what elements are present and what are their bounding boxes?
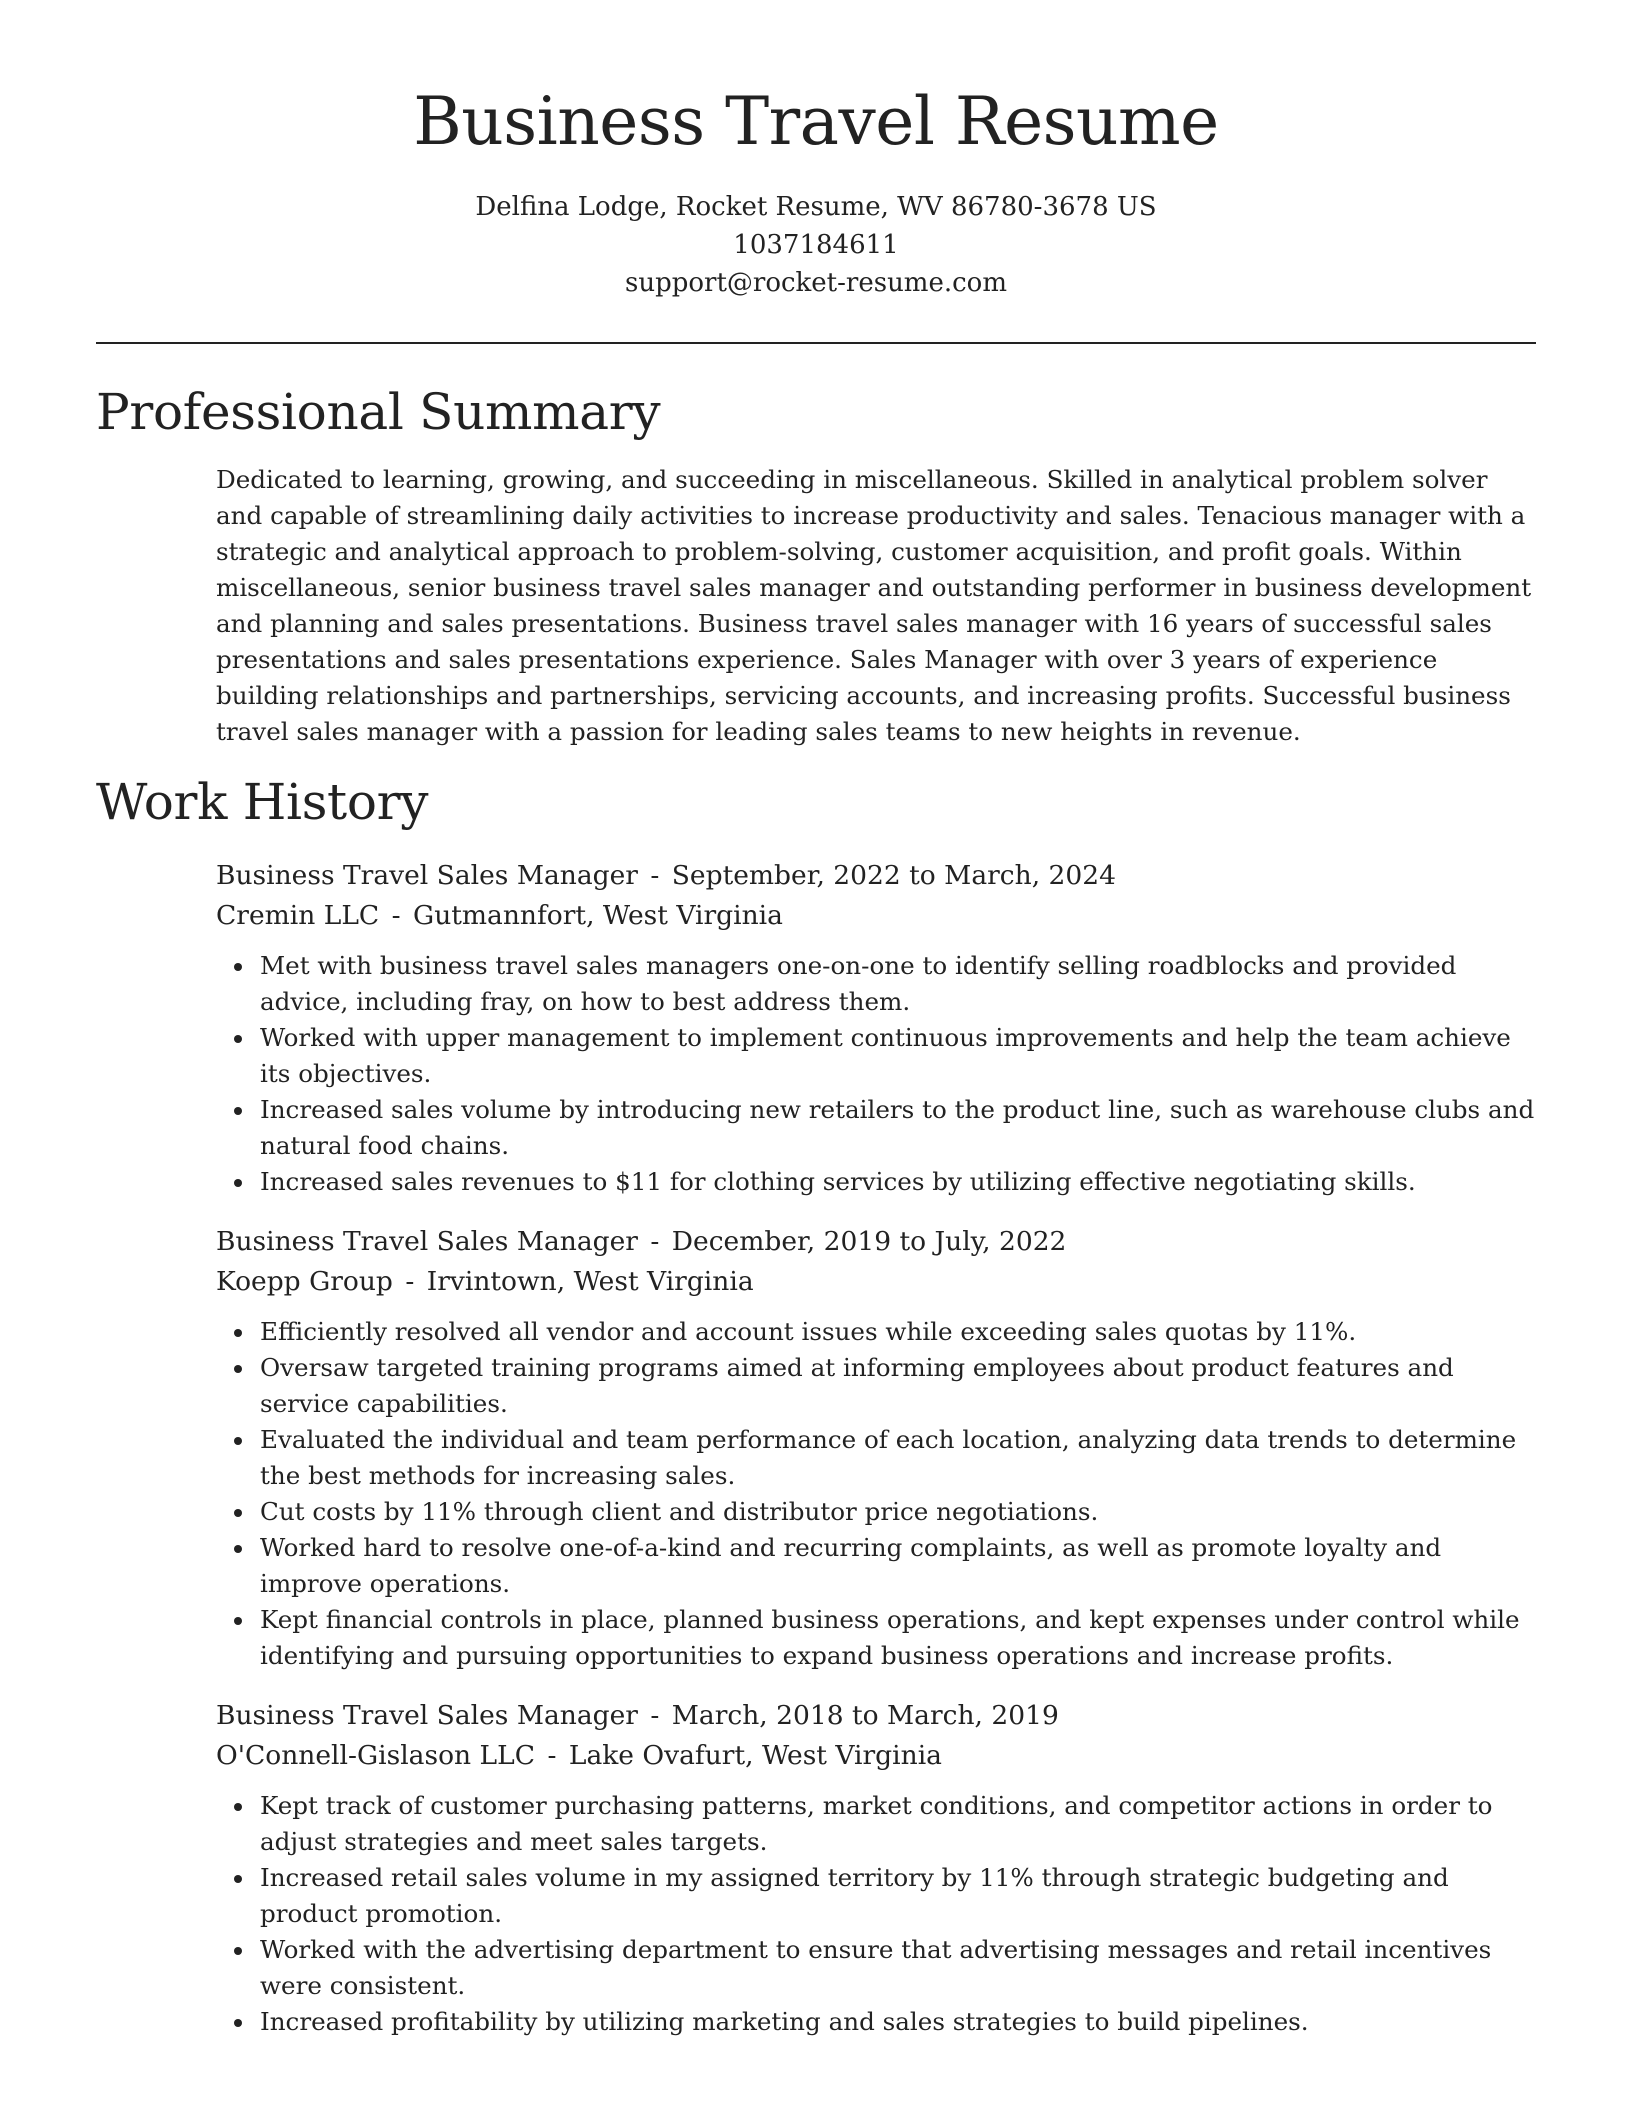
job-title-line <box>216 1696 1538 1736</box>
job-bullet: Worked with the advertising department to ensure that advertising messages and retail incentives were consistent. <box>260 1932 1538 2004</box>
job-bullet: Efficiently resolved all vendor and account issues while exceeding sales quotas by 11%. <box>260 1314 1538 1350</box>
job-role: Business Travel Sales Manager <box>216 1226 638 1257</box>
job-bullet: Increased profitability by utilizing marketing and sales strategies to build pipelines. <box>260 2004 1538 2040</box>
contact-phone: 1037184611 <box>733 230 899 260</box>
job-location: Lake Ovafurt, West Virginia <box>568 1740 942 1771</box>
section-title-work-history: Work History <box>96 773 429 831</box>
job-bullet: Increased sales volume by introducing new retailers to the product line, such as warehouse clubs and natural food chains. <box>260 1092 1538 1164</box>
job-entry <box>216 1222 1538 1674</box>
job-company: Cremin LLC <box>216 900 380 931</box>
resume-header <box>0 0 1632 302</box>
job-bullet: Increased sales revenues to $11 for clothing services by utilizing effective negotiating skills. <box>260 1164 1538 1200</box>
job-company: O'Connell-Gislason LLC <box>216 1740 535 1771</box>
section-title-summary: Professional Summary <box>96 383 661 441</box>
job-separator: - <box>650 1226 660 1257</box>
job-bullet: Increased retail sales volume in my assigned territory by 11% through strategic budgeting and product promotion. <box>260 1860 1538 1932</box>
job-bullet: Evaluated the individual and team performance of each location, analyzing data trends to determine the best methods for increasing sales. <box>260 1422 1538 1494</box>
job-title-line <box>216 856 1538 896</box>
job-company-line <box>216 896 1538 936</box>
job-company-line <box>216 1736 1538 1776</box>
job-bullet: Worked with upper management to implement continuous improvements and help the team achieve its objectives. <box>260 1020 1538 1092</box>
contact-email: support@rocket-resume.com <box>624 268 1007 298</box>
job-bullet: Oversaw targeted training programs aimed at informing employees about product features and service capabilities. <box>260 1350 1538 1422</box>
contact-address: Delfina Lodge, Rocket Resume, WV 86780-3678 US <box>475 192 1157 222</box>
job-bullet-list <box>216 1314 1538 1674</box>
job-title-line <box>216 1222 1538 1262</box>
job-dates: September, 2022 to March, 2024 <box>671 860 1116 891</box>
job-separator: - <box>650 860 660 891</box>
job-entry <box>216 856 1538 1200</box>
job-separator: - <box>547 1740 557 1771</box>
job-bullet: Met with business travel sales managers one-on-one to identify selling roadblocks and provided advice, including fray, on how to best address them. <box>260 948 1538 1020</box>
work-history-list <box>216 856 1538 2062</box>
job-dates: March, 2018 to March, 2019 <box>671 1700 1059 1731</box>
job-bullet-list <box>216 1788 1538 2040</box>
job-bullet: Worked hard to resolve one-of-a-kind and recurring complaints, as well as promote loyalty and improve operations. <box>260 1530 1538 1602</box>
job-role: Business Travel Sales Manager <box>216 1700 638 1731</box>
job-dates: December, 2019 to July, 2022 <box>671 1226 1067 1257</box>
header-divider <box>96 342 1536 344</box>
job-bullet-list <box>216 948 1538 1200</box>
job-location: Gutmannfort, West Virginia <box>413 900 783 931</box>
job-separator: - <box>405 1266 415 1297</box>
job-bullet: Kept track of customer purchasing patterns, market conditions, and competitor actions in order to adjust strategies and meet sales targets. <box>260 1788 1538 1860</box>
job-role: Business Travel Sales Manager <box>216 860 638 891</box>
job-entry <box>216 1696 1538 2040</box>
job-company: Koepp Group <box>216 1266 393 1297</box>
job-separator: - <box>650 1700 660 1731</box>
job-bullet: Cut costs by 11% through client and distributor price negotiations. <box>260 1494 1538 1530</box>
summary-text: Dedicated to learning, growing, and succeeding in miscellaneous. Skilled in analytical problem solver and capable of streamlining daily activities to increase productivity and sales. Tenacious manager with a strategic and analytical approach to problem-solving, customer acquisition, and profit goals. Within miscellaneous, senior business travel sales manager and outstanding performer in business development and planning and sales presentations. Business travel sales manager with 16 years of successful sales presentations and sales presentations experience. Sales Manager with over 3 years of experience building relationships and partnerships, servicing accounts, and increasing profits. Successful business travel sales manager with a passion for leading sales teams to new heights in revenue. <box>216 465 1532 746</box>
resume-title: Business Travel Resume <box>413 83 1219 160</box>
job-company-line <box>216 1262 1538 1302</box>
job-bullet: Kept financial controls in place, planned business operations, and kept expenses under control while identifying and pursuing opportunities to expand business operations and increase profits. <box>260 1602 1538 1674</box>
job-location: Irvintown, West Virginia <box>426 1266 754 1297</box>
job-separator: - <box>391 900 401 931</box>
